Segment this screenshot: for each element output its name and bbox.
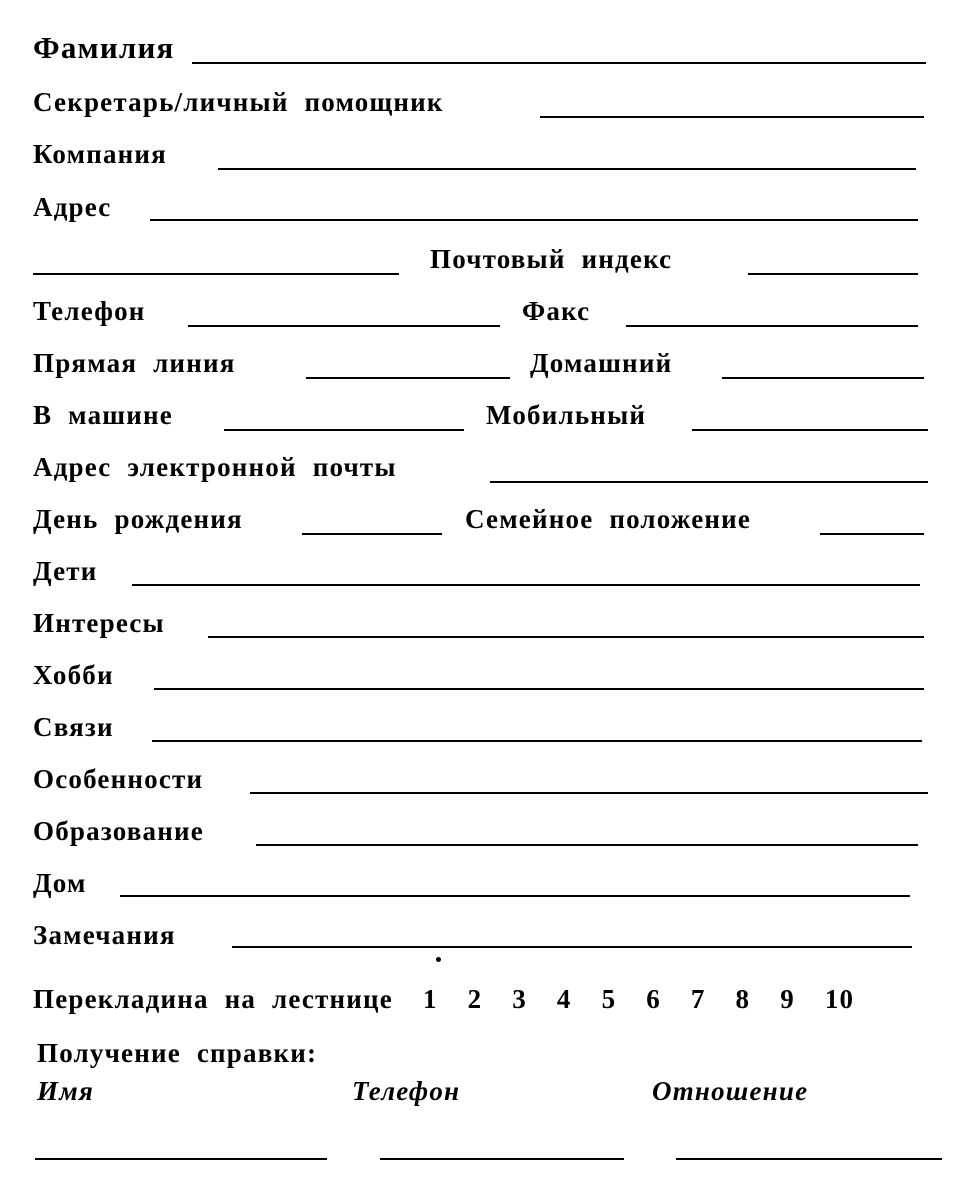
company-line[interactable] bbox=[218, 168, 916, 170]
rung-5[interactable]: 5 bbox=[601, 984, 617, 1014]
interests-line[interactable] bbox=[208, 636, 924, 638]
postal-code-line[interactable] bbox=[748, 273, 918, 275]
rung-4[interactable]: 4 bbox=[556, 984, 572, 1014]
rung-1[interactable]: 1 bbox=[422, 984, 438, 1014]
surname-label: Фамилия bbox=[33, 30, 175, 65]
company-label: Компания bbox=[33, 139, 167, 169]
rung-8[interactable]: 8 bbox=[735, 984, 751, 1014]
connections-label: Связи bbox=[33, 712, 114, 742]
rung-10[interactable]: 10 bbox=[824, 984, 855, 1014]
mobile-line[interactable] bbox=[692, 429, 928, 431]
direct-line-line[interactable] bbox=[306, 377, 510, 379]
ladder-label: Перекладина на лестнице bbox=[33, 984, 393, 1014]
address-line[interactable] bbox=[150, 219, 918, 221]
education-label: Образование bbox=[33, 816, 204, 846]
children-line[interactable] bbox=[132, 584, 920, 586]
direct-line-label: Прямая линия bbox=[33, 348, 236, 378]
rung-7[interactable]: 7 bbox=[690, 984, 706, 1014]
rung-9[interactable]: 9 bbox=[780, 984, 795, 1014]
home-phone-line[interactable] bbox=[722, 377, 924, 379]
ladder-row bbox=[33, 986, 854, 1013]
interests-label: Интересы bbox=[33, 608, 165, 638]
address-label: Адрес bbox=[33, 192, 112, 222]
marital-status-line[interactable] bbox=[820, 533, 924, 535]
home-phone-label: Домашний bbox=[530, 348, 673, 378]
phone-label: Телефон bbox=[33, 296, 146, 326]
reference-relation-header: Отношение bbox=[652, 1076, 809, 1106]
features-line[interactable] bbox=[250, 792, 928, 794]
reference-title: Получение справки: bbox=[37, 1038, 318, 1068]
remarks-line[interactable] bbox=[232, 946, 912, 948]
education-line[interactable] bbox=[256, 844, 918, 846]
mobile-label: Мобильный bbox=[486, 400, 647, 430]
children-label: Дети bbox=[33, 556, 98, 586]
surname-line[interactable] bbox=[192, 62, 926, 64]
car-phone-line[interactable] bbox=[224, 429, 464, 431]
email-label: Адрес электронной почты bbox=[33, 452, 397, 482]
reference-phone-header: Телефон bbox=[352, 1076, 461, 1106]
reference-name-header: Имя bbox=[37, 1076, 95, 1106]
house-line[interactable] bbox=[120, 895, 910, 897]
remarks-label: Замечания bbox=[33, 920, 176, 950]
phone-line[interactable] bbox=[188, 325, 500, 327]
marital-status-label: Семейное положение bbox=[465, 504, 752, 534]
rung-3[interactable]: 3 bbox=[512, 984, 527, 1014]
rung-2[interactable]: 2 bbox=[467, 984, 483, 1014]
house-label: Дом bbox=[33, 868, 87, 898]
rung-6[interactable]: 6 bbox=[646, 984, 661, 1014]
address-line-2[interactable] bbox=[33, 273, 399, 275]
car-phone-label: В машине bbox=[33, 400, 173, 430]
hobbies-label: Хобби bbox=[33, 660, 114, 690]
fax-label: Факс bbox=[522, 296, 591, 326]
postal-code-label: Почтовый индекс bbox=[430, 244, 673, 274]
birthday-label: День рождения bbox=[33, 504, 243, 534]
connections-line[interactable] bbox=[152, 740, 922, 742]
features-label: Особенности bbox=[33, 764, 204, 794]
secretary-line[interactable] bbox=[540, 116, 924, 118]
reference-name-line[interactable] bbox=[35, 1158, 327, 1160]
reference-relation-line[interactable] bbox=[676, 1158, 942, 1160]
secretary-label: Секретарь/личный помощник bbox=[33, 87, 444, 117]
hobbies-line[interactable] bbox=[154, 688, 924, 690]
reference-phone-line[interactable] bbox=[380, 1158, 624, 1160]
birthday-line[interactable] bbox=[302, 533, 442, 535]
email-line[interactable] bbox=[490, 481, 928, 483]
fax-line[interactable] bbox=[626, 325, 918, 327]
ink-dot bbox=[436, 957, 441, 962]
